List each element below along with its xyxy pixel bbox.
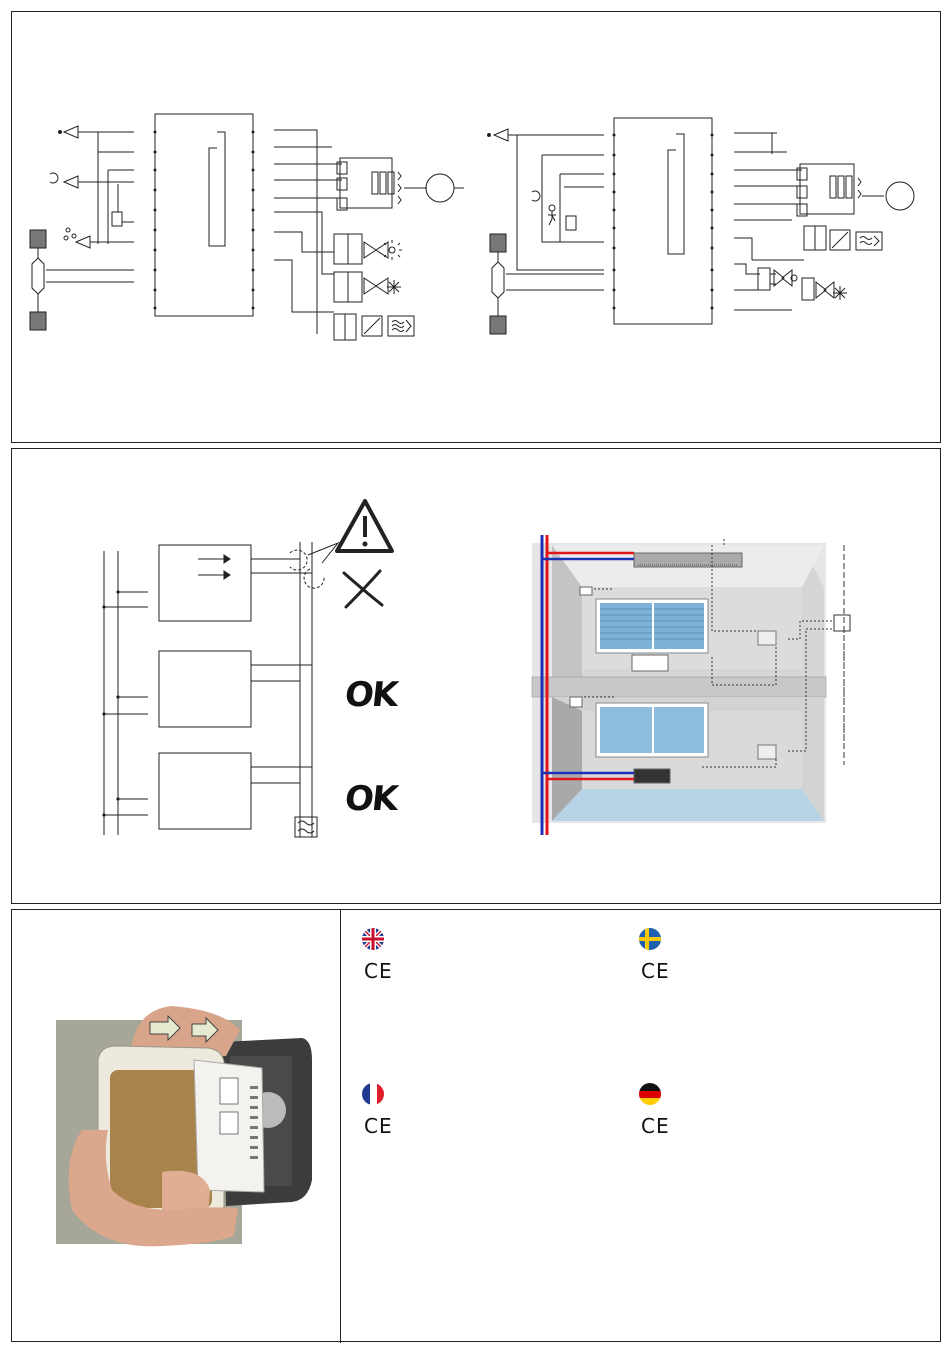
damper-actuator-symbol <box>364 318 380 334</box>
sensor-symbol-3 <box>76 236 90 248</box>
window-contact-symbol <box>112 212 122 226</box>
uk-flag-icon <box>362 928 384 950</box>
pipe-fitting-bottom-right <box>490 316 506 334</box>
cooling-valve-symbol <box>364 278 388 294</box>
pipe-fitting-bottom <box>30 312 46 330</box>
pipe-fitting-top-right <box>490 234 506 252</box>
germany-flag-icon <box>639 1083 661 1105</box>
mounting-and-languages-panel <box>11 909 941 1342</box>
ce-mark-sweden: CE <box>641 959 670 983</box>
pipe-symbol <box>32 248 44 312</box>
wiring-diagrams <box>12 12 942 444</box>
ok-label-upper: OK <box>342 675 399 715</box>
sensor-symbol-2 <box>64 176 78 188</box>
installation-panel <box>11 448 941 904</box>
controller-box-left <box>155 114 253 316</box>
left-wiring-diagram <box>30 114 464 340</box>
right-wiring-diagram <box>488 118 915 334</box>
heating-valve-symbol <box>364 242 388 258</box>
wiring-diagram-panel <box>11 11 941 443</box>
ce-mark-germany: CE <box>641 1114 670 1138</box>
sensor-symbol-4 <box>494 129 508 141</box>
building-illustration <box>12 449 942 905</box>
france-flag-icon <box>362 1083 384 1105</box>
cooling-valve-right <box>816 282 834 298</box>
mounting-photo <box>12 910 342 1343</box>
sensor-symbol-1 <box>64 126 78 138</box>
pipe-fitting-top <box>30 230 46 248</box>
ce-mark-uk: CE <box>364 959 393 983</box>
controller-box-right <box>614 118 712 324</box>
fan-relay-box <box>340 158 392 208</box>
fan-motor-symbol <box>426 174 454 202</box>
ok-label-lower: OK <box>342 779 399 819</box>
sweden-flag-icon <box>639 928 661 950</box>
changeover-icon <box>50 173 58 183</box>
heating-valve-right <box>774 270 792 286</box>
ce-mark-france: CE <box>364 1114 393 1138</box>
fan-motor-symbol-right <box>886 182 914 210</box>
